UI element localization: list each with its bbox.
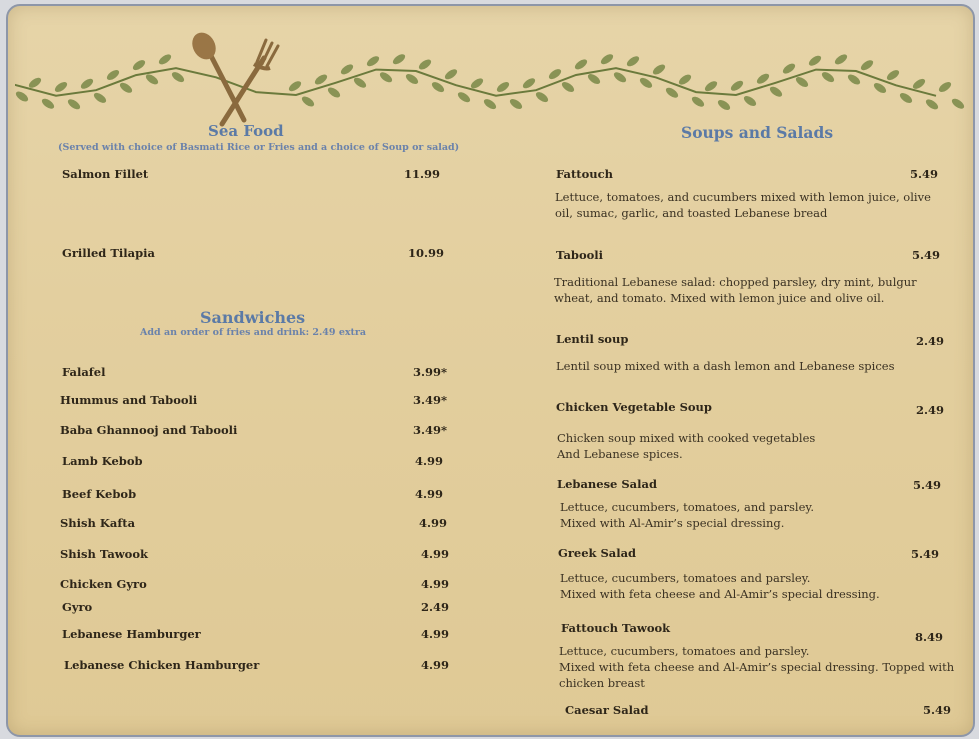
menu-item-price: 4.99 [415,454,444,468]
vine-leaf [105,68,121,82]
menu-item-price: 2.49 [916,403,945,417]
vine-leaf [911,77,927,91]
menu-item-description: Lettuce, tomatoes, and cucumbers mixed with lemon juice, olive oil, sumac, garlic, and toasted Lebanese bread [555,190,931,220]
vine-leaves [14,52,966,112]
vine-leaf [534,90,550,104]
vine-leaf [781,62,797,76]
vine-leaf [612,70,628,84]
vine-leaf [703,79,719,93]
vine-leaf [599,52,615,66]
vine-leaf [807,54,823,68]
vine-leaf [729,79,745,93]
menu-item-price: 2.49 [421,600,450,614]
vine-decoration [8,24,973,134]
menu-page [6,4,975,737]
vine-leaf [950,97,966,111]
menu-item-price: 5.49 [912,248,941,262]
menu-item-description: Lettuce, cucumbers, tomatoes, and parsley. Mixed with Al-Amir’s special dressing. [560,500,814,530]
menu-item-price: 5.49 [913,478,942,492]
menu-item-name: Caesar Salad [565,703,649,717]
menu-item-name: Tabooli [556,248,604,262]
vine-leaf [937,80,953,94]
vine-leaf [482,97,498,111]
vine-leaf [508,97,524,111]
vine-leaf [391,52,407,66]
menu-item-price: 3.49* [413,423,448,437]
menu-item-price: 5.49 [910,167,939,181]
vine-leaf [352,76,368,90]
vine-leaf [430,80,446,94]
menu-item-price: 4.99 [421,577,450,591]
menu-item-price: 11.99 [404,167,441,181]
vine-leaf [690,95,706,109]
vine-leaf [846,73,862,87]
menu-item-name: Fattouch Tawook [561,621,671,635]
vine-leaf [313,73,329,87]
vine-leaf [40,97,56,111]
vine-leaf [820,70,836,84]
menu-item-price: 5.49 [911,547,940,561]
vine-leaf [677,73,693,87]
menu-item-price: 4.99 [421,627,450,641]
vine-leaf [144,72,160,86]
vine-leaf [443,67,459,81]
menu-item-price: 2.49 [916,334,945,348]
vine-leaf [27,76,43,90]
menu-item-price: 4.99 [419,516,448,530]
vine-leaf [339,62,355,76]
vine-leaf [79,77,95,91]
menu-item-price: 4.99 [421,547,450,561]
menu-item-description: Lettuce, cucumbers, tomatoes and parsley. Mixed with feta cheese and Al-Amir’s special dressing. [560,571,880,601]
menu-item-price: 4.99 [421,658,450,672]
vine-leaf [716,98,732,112]
menu-item-description: Lettuce, cucumbers, tomatoes and parsley. Mixed with feta cheese and Al-Amir’s special dressing. Topped with chicken breast [559,644,955,690]
menu-item-name: Salmon Fillet [62,167,149,181]
menu-item-name: Lebanese Salad [557,477,657,491]
soups-title: Soups and Salads [681,123,834,142]
menu-item-description: Lentil soup mixed with a dash lemon and Lebanese spices [556,359,895,373]
vine-leaf [872,81,888,95]
vine-leaf [53,80,69,94]
menu-item-name: Chicken Vegetable Soup [556,400,712,414]
sandwiches-title: Sandwiches [200,308,306,327]
menu-item-name: Fattouch [556,167,614,181]
vine-leaf [404,72,420,86]
vine-leaf [625,54,641,68]
vine-leaf [638,76,654,90]
vine-leaf [495,80,511,94]
vine-leaf [326,86,342,100]
vine-leaf [651,63,667,77]
vine-leaf [898,91,914,105]
vine-leaf [378,70,394,84]
seafood-title: Sea Food [208,122,284,140]
vine-leaf [365,54,381,68]
vine-leaf [586,72,602,86]
vine-leaf [417,58,433,72]
vine-leaf [92,91,108,105]
menu-item-name: Beef Kebob [62,487,137,501]
menu-item-name: Hummus and Tabooli [60,393,198,407]
menu-item-name: Baba Ghannooj and Tabooli [60,423,238,437]
menu-item-name: Gyro [62,600,93,614]
menu-item-price: 5.49 [923,703,952,717]
vine-leaf [287,79,303,93]
seafood-subtitle: (Served with choice of Basmati Rice or Fries and a choice of Soup or salad) [58,142,460,153]
menu-item-name: Greek Salad [558,546,637,560]
menu-item-price: 3.99* [413,365,448,379]
vine-leaf [131,58,147,72]
vine-leaf [300,95,316,109]
menu-item-price: 4.99 [415,487,444,501]
menu-item-name: Lebanese Hamburger [62,627,201,641]
vine-leaf [664,86,680,100]
vine-leaf [118,81,134,95]
menu-item-price: 10.99 [408,246,445,260]
menu-item-name: Shish Tawook [60,547,148,561]
sandwiches-subtitle: Add an order of fries and drink: 2.49 extra [140,327,367,338]
vine-leaf [768,85,784,99]
vine-leaf [833,52,849,66]
vine-leaf [573,57,589,71]
vine-leaf [14,90,30,104]
vine-leaf [794,75,810,89]
vine-leaf [560,80,576,94]
menu-item-price: 3.49* [413,393,448,407]
menu-item-description: Traditional Lebanese salad: chopped parsley, dry mint, bulgur wheat, and tomato. Mixed with lemon juice and olive oil. [554,275,917,305]
vine-leaf [859,58,875,72]
vine-leaf [521,76,537,90]
vine-leaf [755,72,771,86]
menu-item-name: Lentil soup [556,332,629,346]
menu-item-name: Shish Kafta [60,516,136,530]
vine-leaf [456,90,472,104]
menu-item-price: 8.49 [915,630,944,644]
menu-item-description: Chicken soup mixed with cooked vegetables And Lebanese spices. [557,431,816,461]
menu-item-name: Chicken Gyro [60,577,147,591]
menu-item-name: Grilled Tilapia [62,246,155,260]
menu-item-name: Lamb Kebob [62,454,143,468]
vine-leaf [157,52,173,66]
menu-item-name: Falafel [62,365,106,379]
vine-leaf [547,67,563,81]
vine-leaf [885,68,901,82]
vine-leaf [66,97,82,111]
vine-leaf [170,70,186,84]
vine-leaf [742,94,758,108]
vine-leaf [924,97,940,111]
menu-item-name: Lebanese Chicken Hamburger [64,658,260,672]
